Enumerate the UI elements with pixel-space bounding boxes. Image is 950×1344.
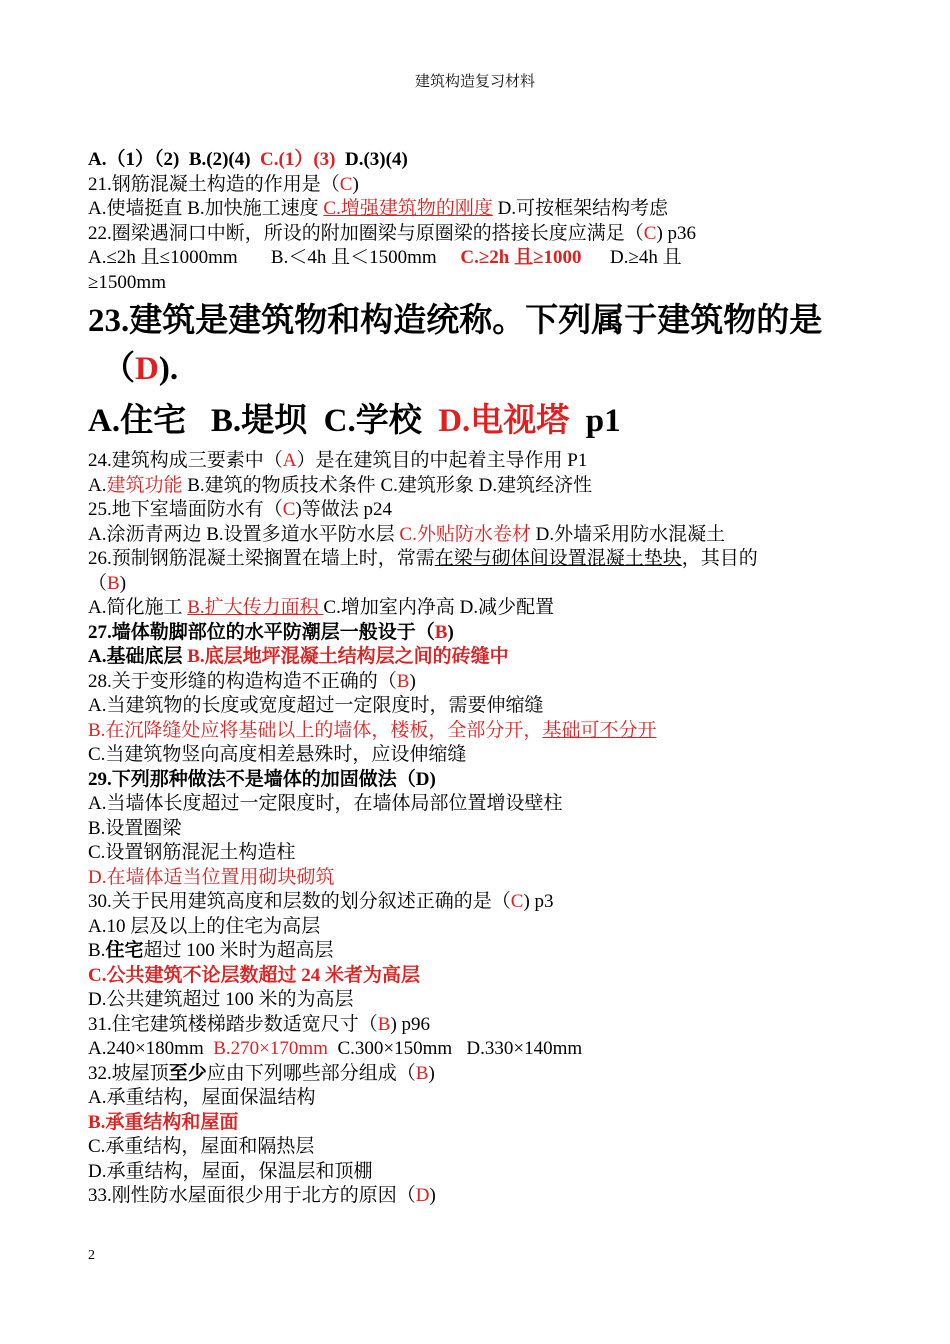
q30-option-c: C.公共建筑不论层数超过 24 米者为高层: [88, 964, 420, 986]
q26-options: A.简化施工 B.扩大传力面积 C.增加室内净高 D.减少配置: [88, 597, 555, 618]
q30-option-a: A.10 层及以上的住宅为高层: [88, 915, 321, 937]
q30-option-d: D.公共建筑超过 100 米的为高层: [88, 989, 354, 1010]
q28-option-a: A.当建筑物的长度或宽度超过一定限度时，需要伸缩缝: [88, 695, 544, 716]
q22-options-cont: ≥1500mm: [88, 271, 166, 293]
document-body: [88, 148, 868, 1209]
q24-options: A.建筑功能 B.建筑的物质技术条件 C.建筑形象 D.建筑经济性: [88, 474, 593, 496]
q27-options: A.基础底层 B.底层地坪混凝土结构层之间的砖缝中: [88, 646, 509, 667]
q21-options: A.使墙挺直 B.加快施工速度 C.增强建筑物的刚度 D.可按框架结构考虑: [88, 198, 669, 219]
q27-question: 27.墙体勒脚部位的水平防潮层一般设于（B): [88, 621, 454, 643]
q25-options: A.涂沥青两边 B.设置多道水平防水层 C.外贴防水卷材 D.外墙采用防水混凝土: [88, 523, 726, 545]
q26-question-cont: （B): [88, 572, 127, 594]
q29-option-a: A.当墙体长度超过一定限度时，在墙体局部位置增设壁柱: [88, 793, 563, 814]
q32-option-b: B.承重结构和屋面: [88, 1111, 239, 1133]
q28-option-b: B.在沉降缝处应将基础以上的墙体，楼板，全部分开，基础可不分开: [88, 719, 657, 741]
q25-question: 25.地下室墙面防水有（C)等做法 p24: [88, 499, 393, 520]
q31-options: A.240×180mm B.270×170mm C.300×150mm D.330×140mm: [88, 1038, 583, 1059]
q29-option-d: D.在墙体适当位置用砌块砌筑: [88, 866, 335, 888]
q23-question-cont: （D).: [102, 351, 179, 387]
q26-question: 26.预制钢筋混凝土梁搁置在墙上时，常需在梁与砌体间设置混凝土垫块，其目的: [88, 548, 758, 569]
q23-question: 23.建筑是建筑物和构造统称。下列属于建筑物的是: [88, 303, 823, 339]
q24-question: 24.建筑构成三要素中（A）是在建筑目的中起着主导作用 P1: [88, 450, 588, 471]
q32-option-a: A.承重结构，屋面保温结构: [88, 1087, 316, 1108]
q32-option-d: D.承重结构，屋面，保温层和顶棚: [88, 1160, 373, 1182]
page-header: 建筑构造复习材料: [414, 74, 535, 90]
q28-option-c: C.当建筑物竖向高度相差悬殊时，应设伸缩缝: [88, 744, 467, 765]
q33-question: 33.刚性防水屋面很少用于北方的原因（D): [88, 1185, 436, 1206]
q22-options: A.≤2h 且≤1000mm B.＜4h 且＜1500mm C.≥2h 且≥1000 D.≥4h 且: [88, 247, 682, 268]
q29-option-b: B.设置圈梁: [88, 817, 182, 839]
q21-question: 21.钢筋混凝土构造的作用是（C): [88, 173, 359, 195]
q30-question: 30.关于民用建筑高度和层数的划分叙述正确的是（C) p3: [88, 891, 554, 912]
q32-question: 32.坡屋顶至少应由下列哪些部分组成（B): [88, 1062, 435, 1084]
q29-question: 29.下列那种做法不是墙体的加固做法（D): [88, 768, 436, 790]
page-number: 2: [88, 1248, 95, 1263]
q29-option-c: C.设置钢筋混泥土构造柱: [88, 842, 296, 863]
q20-options: A.（1）（2) B.(2)(4) C.(1）(3) D.(3)(4): [88, 149, 408, 170]
q23-options: A.住宅 B.堤坝 C.学校 D.电视塔 p1: [88, 403, 621, 439]
q28-question: 28.关于变形缝的构造构造不正确的（B): [88, 670, 416, 692]
q30-option-b: B.住宅超过 100 米时为超高层: [88, 940, 334, 961]
q22-question: 22.圈梁遇洞口中断，所设的附加圈梁与原圈梁的搭接长度应满足（C) p36: [88, 222, 697, 244]
q32-option-c: C.承重结构，屋面和隔热层: [88, 1136, 315, 1157]
q31-question: 31.住宅建筑楼梯踏步数适宽尺寸（B) p96: [88, 1013, 431, 1035]
